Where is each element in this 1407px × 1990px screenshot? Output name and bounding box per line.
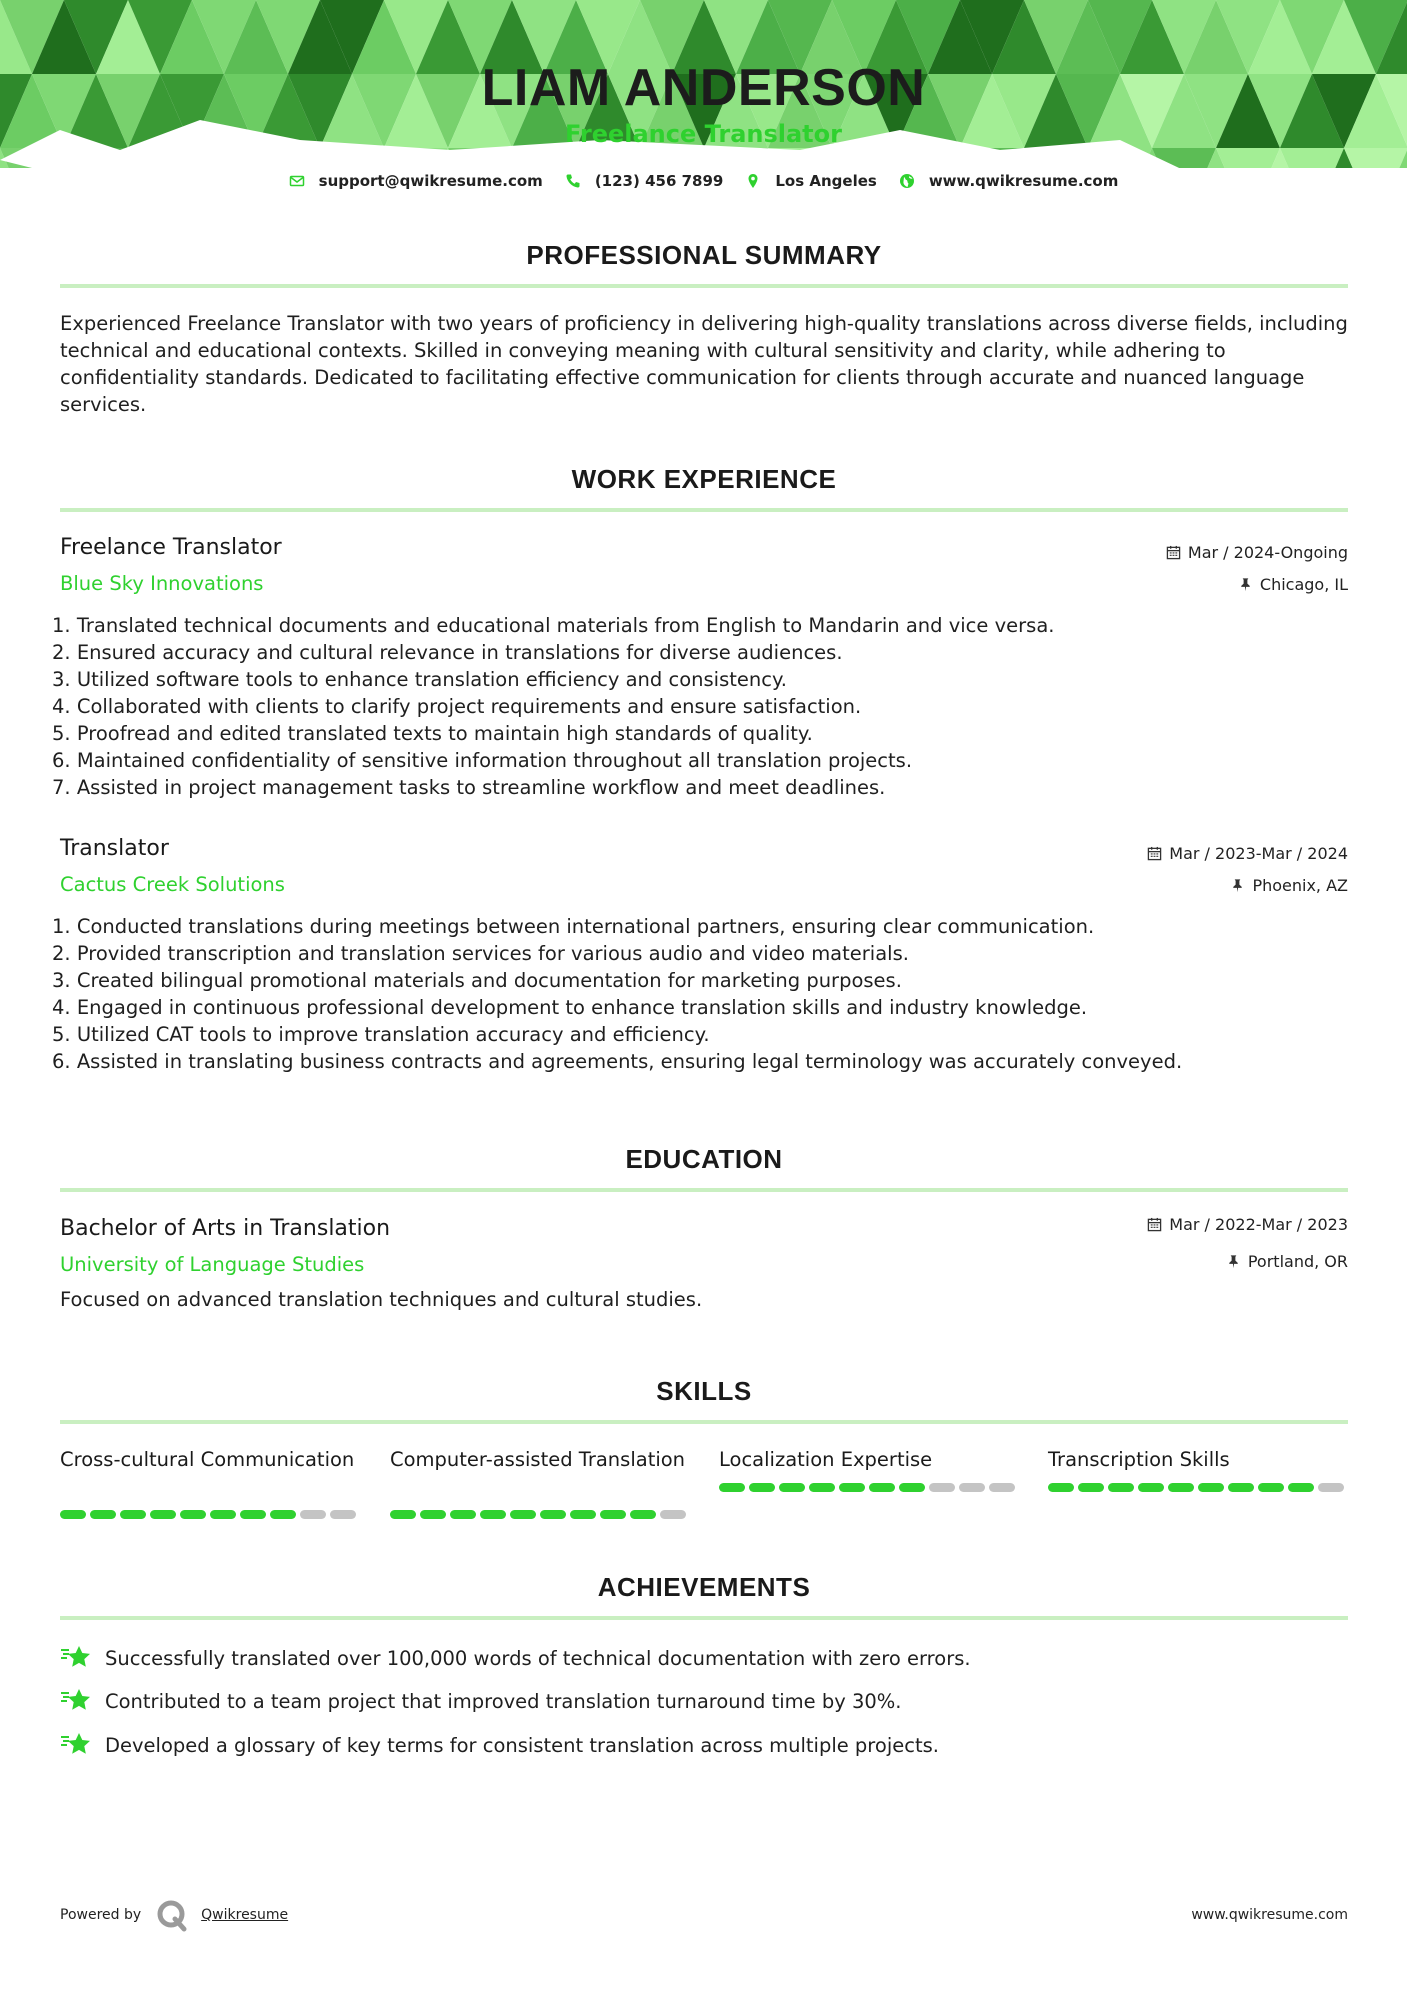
job-location-text: Chicago, IL (1259, 575, 1348, 594)
skills-heading: SKILLS (656, 1376, 752, 1406)
skill-segment-filled (899, 1483, 925, 1492)
skill-segment-filled (90, 1510, 116, 1519)
achievement-text: Developed a glossary of key terms for consistent translation across multiple projects. (105, 1733, 939, 1757)
job-title: Translator (60, 836, 169, 861)
experience-heading: WORK EXPERIENCE (571, 464, 837, 494)
star-icon (60, 1644, 92, 1672)
email-text: support@qwikresume.com (318, 172, 543, 190)
pushpin-icon (1238, 577, 1253, 592)
location-text: Los Angeles (775, 172, 877, 190)
skill-segment-filled (839, 1483, 865, 1492)
achievement-text: Contributed to a team project that improved translation turnaround time by 30%. (105, 1689, 902, 1713)
skill-segment-filled (60, 1510, 86, 1519)
qwikresume-logo-icon (155, 1898, 189, 1932)
job-location-text: Phoenix, AZ (1252, 876, 1348, 895)
skill-segment-empty (300, 1510, 326, 1519)
list-item: Utilized CAT tools to improve translation accuracy and efficiency. (76, 1023, 710, 1046)
skill-segment-filled (120, 1510, 146, 1519)
calendar-icon (1166, 545, 1181, 560)
skill-segment-filled (1048, 1483, 1074, 1492)
skill-item (719, 1446, 1019, 1492)
list-item: Proofread and edited translated texts to maintain high standards of quality. (76, 722, 813, 745)
school-name: University of Language Studies (60, 1253, 365, 1276)
company-name: Cactus Creek Solutions (60, 873, 285, 896)
candidate-name: LIAM ANDERSON (481, 59, 926, 117)
skill-segment-filled (600, 1510, 626, 1519)
skill-item (1048, 1446, 1348, 1492)
skill-segment-empty (989, 1483, 1015, 1492)
education-location-text: Portland, OR (1247, 1252, 1348, 1271)
section-divider (60, 284, 1348, 288)
skill-name: Computer-assisted Translation (390, 1448, 686, 1471)
job-location (1238, 575, 1348, 594)
skill-item (390, 1446, 690, 1519)
education-location (1226, 1252, 1348, 1271)
list-item: Collaborated with clients to clarify project requirements and ensure satisfaction. (76, 695, 862, 718)
list-item: Ensured accuracy and cultural relevance in translations for diverse audiences. (76, 641, 843, 664)
skill-name: Cross-cultural Communication (60, 1448, 355, 1471)
calendar-icon (1147, 846, 1162, 861)
achievements-heading: ACHIEVEMENTS (597, 1572, 811, 1602)
skill-segment-filled (719, 1483, 745, 1492)
skill-segment-filled (1108, 1483, 1134, 1492)
skill-segment-filled (1138, 1483, 1164, 1492)
skill-segment-empty (660, 1510, 686, 1519)
skill-name: Localization Expertise (719, 1448, 933, 1471)
skill-segment-filled (869, 1483, 895, 1492)
summary-text: Experienced Freelance Translator with two years of proficiency in delivering high-quality translations across diverse fields, including technical and educational contexts. Skilled in conveying meaning with cultural sensitivity and clarity, while adhering to confidentiality standards. Dedicated to facilitating effective communication for clients through accurate and nuanced language services. (60, 312, 1348, 416)
map-pin-icon (745, 173, 761, 189)
candidate-title: Freelance Translator (565, 120, 842, 148)
qwikresume-link[interactable]: Qwikresume (201, 1907, 289, 1923)
list-item: Translated technical documents and educational materials from English to Mandarin and vice versa. (76, 614, 1055, 637)
skill-level-bar (1048, 1483, 1348, 1492)
skill-segment-filled (240, 1510, 266, 1519)
skill-segment-filled (630, 1510, 656, 1519)
contact-bar (0, 172, 1407, 190)
company-name: Blue Sky Innovations (60, 572, 264, 595)
skill-segment-filled (270, 1510, 296, 1519)
achievement-item (60, 1644, 1348, 1672)
education-heading: EDUCATION (625, 1144, 783, 1174)
contact-phone[interactable] (565, 172, 724, 190)
pushpin-icon (1230, 878, 1245, 893)
list-item: Maintained confidentiality of sensitive information throughout all translation projects. (76, 749, 913, 772)
phone-text: (123) 456 7899 (594, 172, 724, 190)
skill-segment-filled (1288, 1483, 1314, 1492)
skill-segment-filled (390, 1510, 416, 1519)
skill-segment-filled (1258, 1483, 1284, 1492)
skill-segment-filled (570, 1510, 596, 1519)
skill-segment-filled (150, 1510, 176, 1519)
list-item: Provided transcription and translation services for various audio and video materials. (76, 942, 909, 965)
job-dates-text: Mar / 2024-Ongoing (1187, 543, 1348, 562)
skill-segment-filled (180, 1510, 206, 1519)
list-item: Assisted in translating business contracts and agreements, ensuring legal terminology was accurately conveyed. (76, 1050, 1183, 1073)
achievement-text: Successfully translated over 100,000 words of technical documentation with zero errors. (105, 1646, 971, 1670)
contact-website[interactable] (899, 172, 1119, 190)
education-description: Focused on advanced translation techniques and cultural studies. (60, 1288, 703, 1311)
skill-segment-filled (420, 1510, 446, 1519)
section-divider (60, 1420, 1348, 1424)
skill-segment-filled (779, 1483, 805, 1492)
pushpin-icon (1226, 1254, 1241, 1269)
section-divider (60, 1188, 1348, 1192)
phone-icon (565, 173, 581, 189)
degree-title: Bachelor of Arts in Translation (60, 1216, 391, 1241)
skill-segment-filled (1228, 1483, 1254, 1492)
skill-segment-filled (210, 1510, 236, 1519)
section-divider (60, 1616, 1348, 1620)
powered-by-label: Powered by (60, 1907, 142, 1923)
calendar-icon (1147, 1217, 1162, 1232)
envelope-icon (289, 173, 305, 189)
section-divider (60, 508, 1348, 512)
skill-segment-filled (450, 1510, 476, 1519)
list-item: Conducted translations during meetings between international partners, ensuring clear communication. (76, 915, 1095, 938)
skill-segment-empty (929, 1483, 955, 1492)
skill-segment-filled (809, 1483, 835, 1492)
skill-level-bar (719, 1483, 1019, 1492)
footer-powered-by (60, 1898, 288, 1932)
skill-segment-empty (1318, 1483, 1344, 1492)
skill-segment-empty (959, 1483, 985, 1492)
list-item: Assisted in project management tasks to streamline workflow and meet deadlines. (76, 776, 886, 799)
job-dates (1147, 844, 1348, 863)
job-dates-text: Mar / 2023-Mar / 2024 (1169, 844, 1348, 863)
contact-location (745, 172, 876, 190)
job-dates (1166, 543, 1348, 562)
star-icon (60, 1731, 92, 1759)
website-text: www.qwikresume.com (928, 172, 1119, 190)
star-icon (60, 1687, 92, 1715)
job-location (1230, 876, 1348, 895)
skill-item (60, 1446, 360, 1519)
achievement-item (60, 1687, 1348, 1715)
skill-segment-filled (1168, 1483, 1194, 1492)
list-item: Created bilingual promotional materials and documentation for marketing purposes. (76, 969, 902, 992)
skill-segment-filled (540, 1510, 566, 1519)
list-item: Engaged in continuous professional development to enhance translation skills and industry knowledge. (76, 996, 1088, 1019)
contact-email[interactable] (289, 172, 543, 190)
footer-website[interactable]: www.qwikresume.com (1191, 1907, 1348, 1923)
education-dates-text: Mar / 2022-Mar / 2023 (1169, 1215, 1348, 1234)
job-bullets (52, 913, 1342, 1075)
skill-segment-filled (510, 1510, 536, 1519)
education-dates (1147, 1215, 1348, 1234)
skill-level-bar (390, 1510, 690, 1519)
job-title: Freelance Translator (60, 535, 282, 560)
skill-name: Transcription Skills (1048, 1448, 1230, 1471)
achievement-item (60, 1731, 1348, 1759)
summary-heading: PROFESSIONAL SUMMARY (526, 240, 882, 270)
list-item: Utilized software tools to enhance translation efficiency and consistency. (76, 668, 787, 691)
skill-segment-filled (480, 1510, 506, 1519)
skill-segment-empty (330, 1510, 356, 1519)
skill-segment-filled (749, 1483, 775, 1492)
skill-level-bar (60, 1510, 360, 1519)
skill-segment-filled (1198, 1483, 1224, 1492)
globe-icon (899, 173, 915, 189)
skill-segment-filled (1078, 1483, 1104, 1492)
job-bullets (52, 612, 1342, 801)
